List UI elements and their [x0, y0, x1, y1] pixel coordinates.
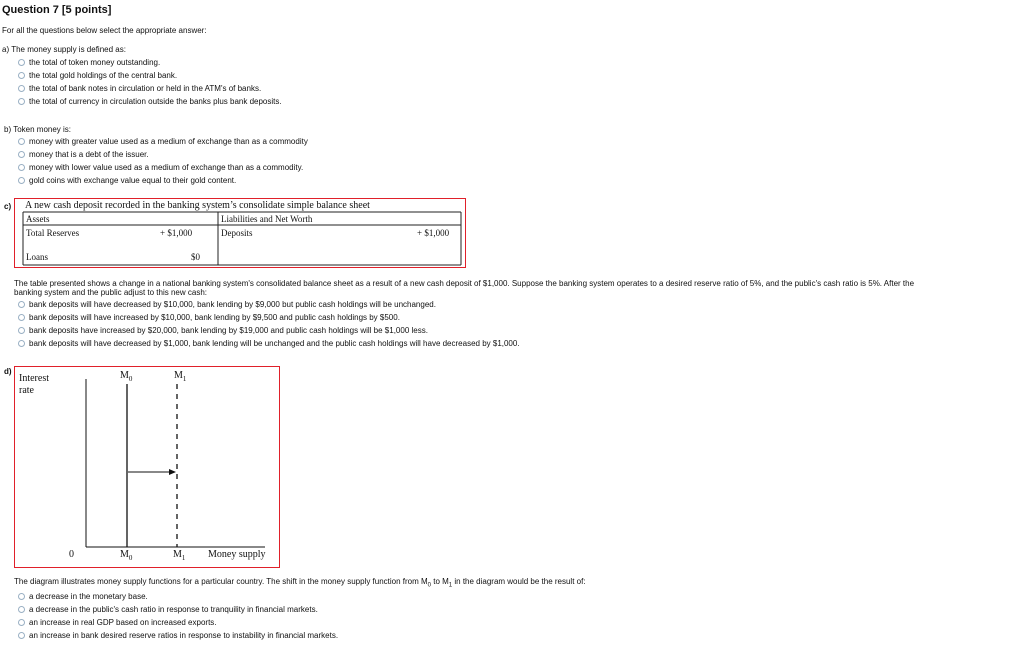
money-supply-diagram-svg	[15, 367, 281, 569]
x-axis-label: Money supply	[208, 549, 266, 560]
radio-icon[interactable]	[18, 98, 25, 105]
part-c-option-1[interactable]: bank deposits will have decreased by $10,000, bank lending by $9,000 but public cash holdings will be unchanged.	[18, 300, 436, 309]
radio-icon[interactable]	[18, 327, 25, 334]
y-axis-label-line-1: Interest	[19, 373, 49, 384]
radio-icon[interactable]	[18, 85, 25, 92]
part-c-option-2[interactable]: bank deposits will have increased by $10,000, bank lending by $9,500 and public cash holdings by $500.	[18, 313, 400, 322]
part-a-prompt	[2, 45, 126, 54]
part-b-option-4[interactable]: gold coins with exchange value equal to their gold content.	[18, 176, 236, 185]
radio-icon[interactable]	[18, 619, 25, 626]
loans-label: Loans	[26, 252, 48, 262]
loans-value: $0	[191, 252, 200, 262]
part-b-option-1[interactable]: money with greater value used as a medium of exchange than as a commodity	[18, 137, 308, 146]
radio-icon[interactable]	[18, 164, 25, 171]
radio-icon[interactable]	[18, 314, 25, 321]
part-a-label: a)	[2, 45, 10, 54]
m1-bottom-label: $M_1$	[173, 549, 186, 562]
m1-top-label: $M_1$	[174, 370, 187, 383]
part-d-option-3[interactable]: an increase in real GDP based on increased exports.	[18, 618, 217, 627]
shift-arrow-head	[169, 469, 176, 475]
part-d-option-1[interactable]: a decrease in the monetary base.	[18, 592, 148, 601]
radio-icon[interactable]	[18, 177, 25, 184]
question-title: Question 7 [5 points]	[2, 4, 112, 16]
total-reserves-label: Total Reserves	[26, 228, 80, 238]
part-b-label: b)	[4, 125, 12, 134]
radio-icon[interactable]	[18, 59, 25, 66]
question-intro: For all the questions below select the appropriate answer:	[2, 26, 207, 35]
radio-icon[interactable]	[18, 632, 25, 639]
assets-header: Assets	[26, 214, 50, 224]
m0-bottom-label: $M_0$	[120, 549, 133, 562]
part-b-text: Token money is:	[13, 125, 72, 134]
part-b-prompt	[4, 125, 71, 134]
balance-sheet-caption: A new cash deposit recorded in the banking system’s consolidate simple balance sheet	[25, 200, 370, 211]
liabilities-header: Liabilities and Net Worth	[221, 214, 313, 224]
y-axis-label	[19, 373, 49, 397]
total-reserves-value: + $1,000	[160, 228, 193, 238]
part-a-text: The money supply is defined as:	[11, 45, 126, 54]
radio-icon[interactable]	[18, 593, 25, 600]
m0-top-label: $M_0$	[120, 370, 133, 383]
deposits-value: + $1,000	[417, 228, 450, 238]
part-c-prompt-line-2: banking system and the public adjust to this new cash:	[14, 288, 207, 297]
radio-icon[interactable]	[18, 301, 25, 308]
part-b-option-3[interactable]: money with lower value used as a medium of exchange than as a commodity.	[18, 163, 303, 172]
part-c-option-3[interactable]: bank deposits have increased by $20,000, bank lending by $19,000 and public cash holdings will be $1,000 less.	[18, 326, 428, 335]
y-axis-label-line-2: rate	[19, 385, 34, 396]
part-c-prompt	[14, 279, 914, 297]
part-b-option-2[interactable]: money that is a debt of the issuer.	[18, 150, 149, 159]
part-a-option-4[interactable]: the total of currency in circulation outside the banks plus bank deposits.	[18, 97, 282, 106]
part-c-label: c)	[4, 202, 12, 211]
money-supply-diagram	[14, 366, 280, 568]
balance-sheet-figure	[14, 198, 466, 268]
part-a-option-1[interactable]: the total of token money outstanding.	[18, 58, 160, 67]
radio-icon[interactable]	[18, 151, 25, 158]
part-d-option-4[interactable]: an increase in bank desired reserve ratios in response to instability in financial markets.	[18, 631, 338, 640]
radio-icon[interactable]	[18, 72, 25, 79]
part-c-prompt-line-1: The table presented shows a change in a national banking system's consolidated balance sheet as a result of a new cash deposit of $1,000. Suppose the banking system operates to a desired reserve ratio of 5%, and the public's cash ratio is 5%. After the	[14, 279, 915, 288]
part-c-option-4[interactable]: bank deposits will have decreased by $1,000, bank lending will be unchanged and the public cash holdings will have decreased by $1,000.	[18, 339, 520, 348]
deposits-label: Deposits	[221, 228, 253, 238]
part-a-option-2[interactable]: the total gold holdings of the central bank.	[18, 71, 177, 80]
radio-icon[interactable]	[18, 606, 25, 613]
part-d-option-2[interactable]: a decrease in the public's cash ratio in response to tranquility in financial markets.	[18, 605, 318, 614]
radio-icon[interactable]	[18, 340, 25, 347]
part-d-label: d)	[4, 367, 12, 376]
part-d-prompt: The diagram illustrates money supply functions for a particular country. The shift in the money supply function from $M_0$ to $M_1$ in the diagram would be the result of:	[14, 577, 586, 589]
part-a-option-3[interactable]: the total of bank notes in circulation or held in the ATM's of banks.	[18, 84, 261, 93]
radio-icon[interactable]	[18, 138, 25, 145]
origin-label: 0	[69, 549, 74, 560]
